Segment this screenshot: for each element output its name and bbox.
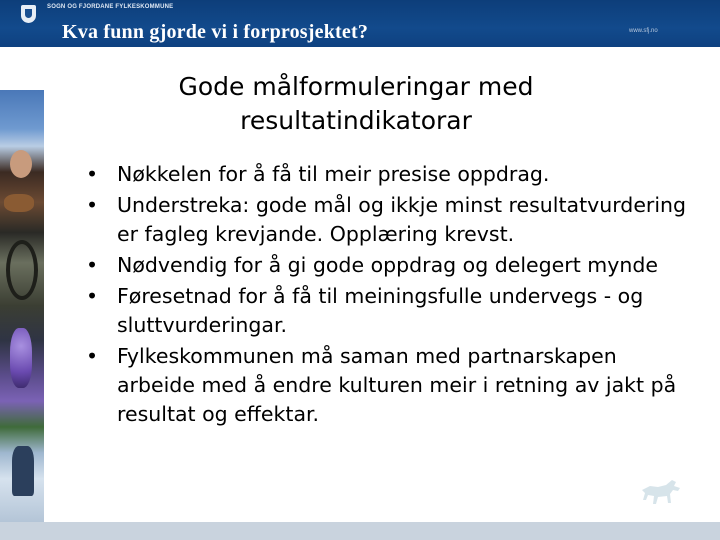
bullet-item: • Nødvendig for å gi gode oppdrag og delegert mynde: [84, 251, 696, 280]
website-url: www.sfj.no: [629, 28, 658, 34]
header-bar: [0, 0, 720, 47]
header-title: Kva funn gjorde vi i forprosjektet?: [62, 21, 369, 43]
photo-violin: [4, 194, 34, 212]
bullet-item: • Nøkkelen for å få til meir presise oppdrag.: [84, 160, 696, 189]
bullet-item: • Understreka: gode mål og ikkje minst resultatvurdering er fagleg krevjande. Opplæring krevst.: [84, 191, 696, 249]
organization-name: SOGN OG FJORDANE FYLKESKOMMUNE: [47, 4, 174, 10]
bullet-list: [84, 160, 696, 431]
photo-wood-carving: [6, 240, 38, 300]
photo-flower: [10, 328, 32, 388]
footer-band: [0, 522, 720, 540]
decorative-photo-strip: [0, 90, 44, 522]
photo-person: [10, 150, 32, 178]
photo-sculpture: [12, 446, 34, 496]
bullet-item: • Fylkeskommunen må saman med partnarskapen arbeide med å endre kulturen meir i retning av jakt på resultat og effektar.: [84, 342, 696, 429]
bullet-item: • Føresetnad for å få til meiningsfulle undervegs - og sluttvurderingar.: [84, 282, 696, 340]
county-shield-icon: [21, 5, 36, 23]
slide-title: Gode målformuleringar med resultatindikatorar: [178, 72, 534, 135]
horse-silhouette-icon: [640, 476, 684, 506]
